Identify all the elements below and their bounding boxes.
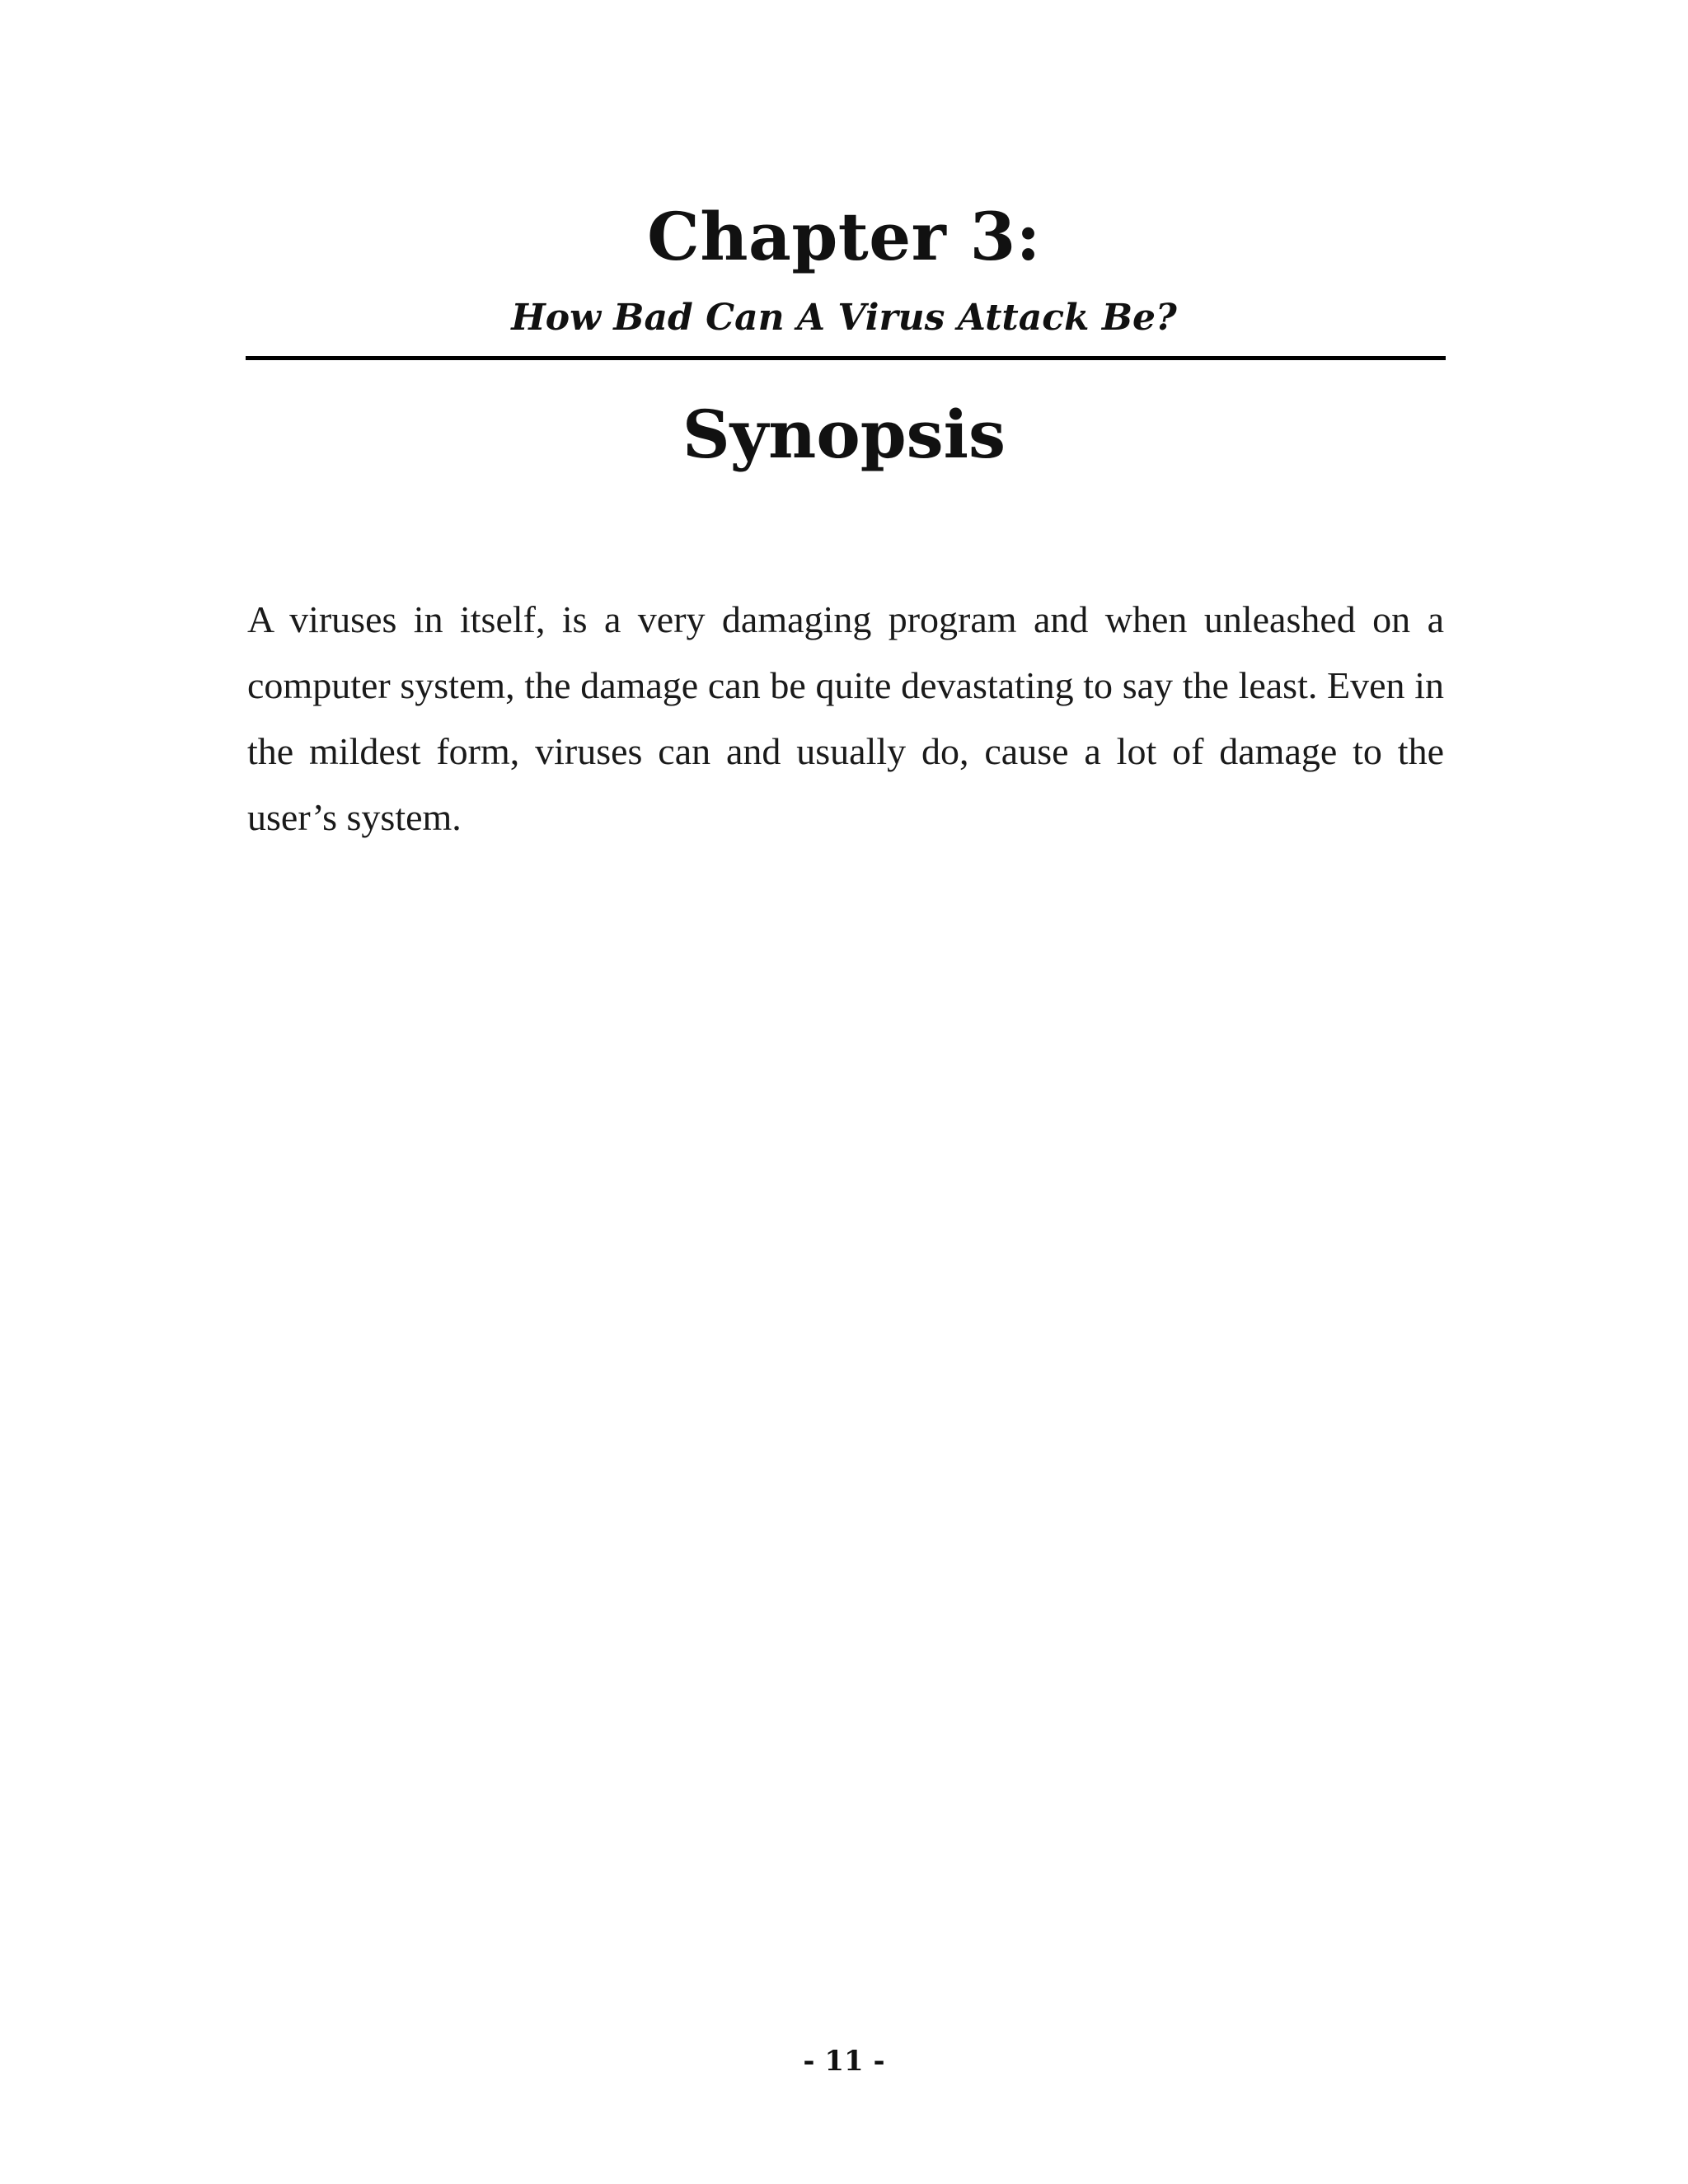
body-paragraph: A viruses in itself, is a very damaging program and when unleashed on a computer system, the damage can be quite devastating to say the least. Even in the mildest form, viruses can and usually do, cause a lot of damage to the user’s system. <box>247 598 1444 838</box>
chapter-subtitle: How Bad Can A Virus Attack Be? <box>511 297 1177 339</box>
chapter-title: Chapter 3: <box>647 198 1041 275</box>
horizontal-divider <box>246 356 1446 360</box>
page-number: - 11 - <box>803 2045 885 2078</box>
section-heading: Synopsis <box>682 396 1006 473</box>
